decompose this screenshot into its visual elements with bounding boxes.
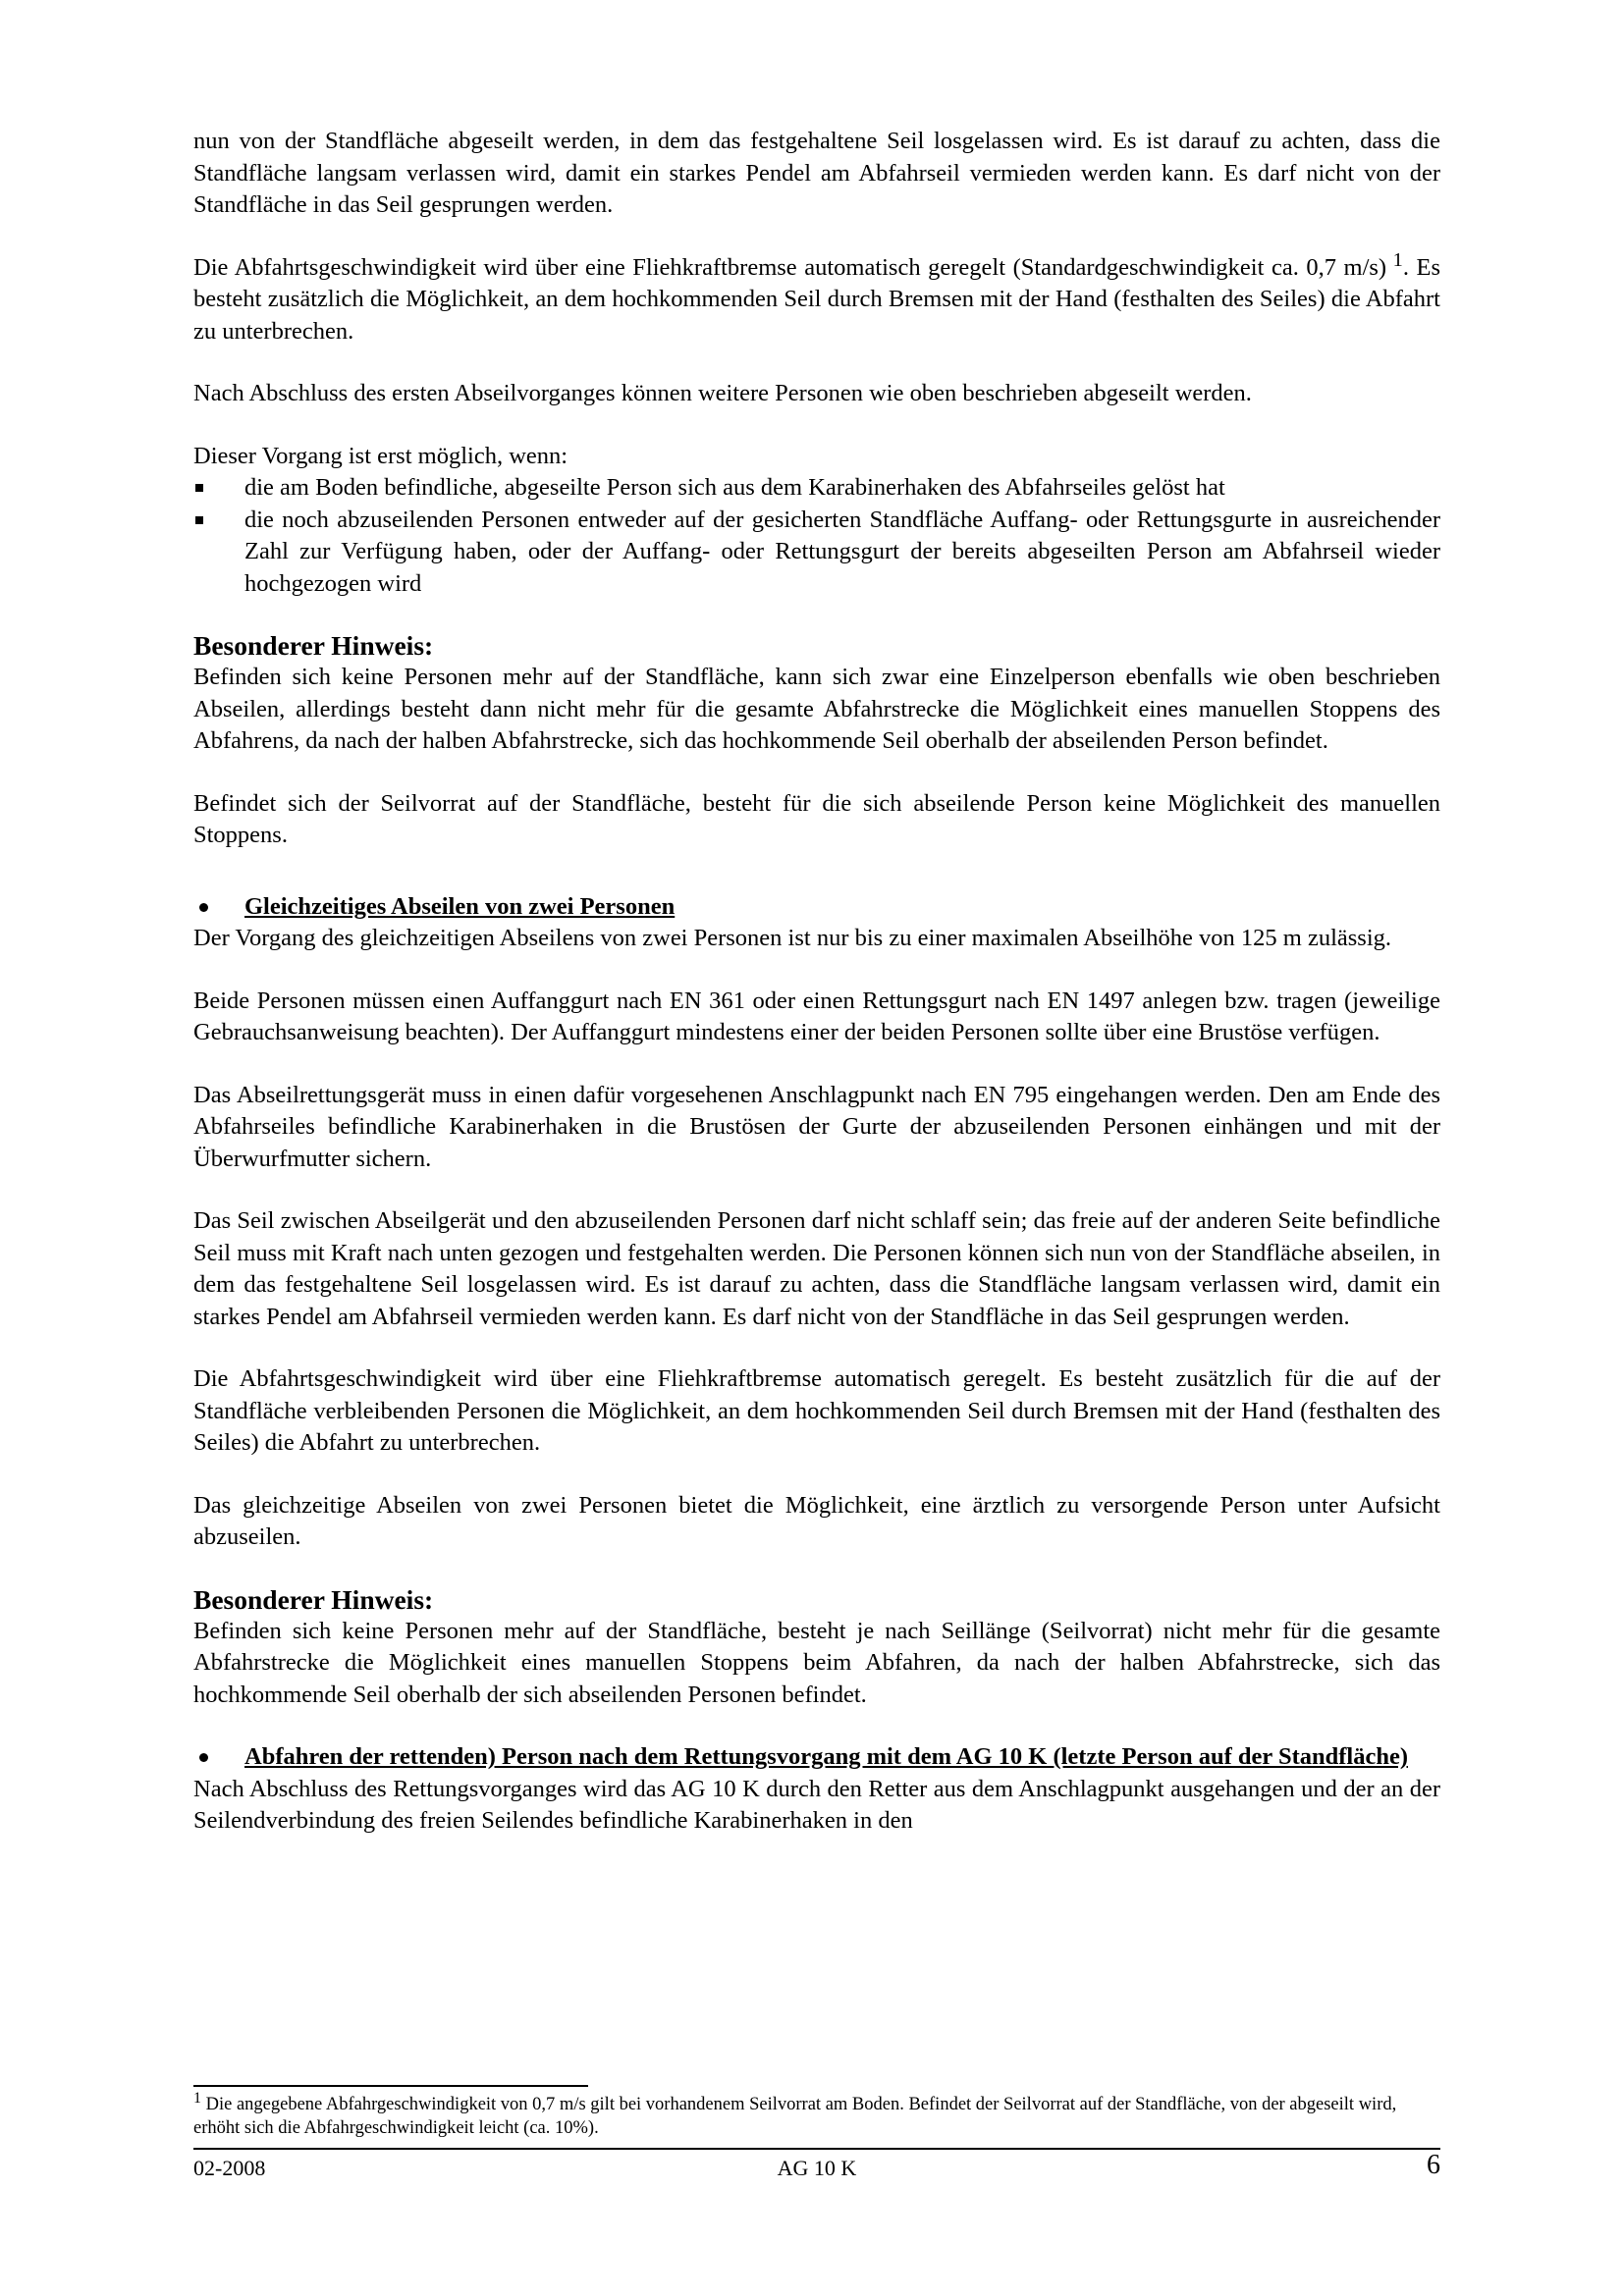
- paragraph-further-persons: Nach Abschluss des ersten Abseilvorganges können weitere Personen wie oben beschrieben abgeseilt werden.: [193, 380, 1252, 406]
- hint-heading-2: Besonderer Hinweis:: [193, 1583, 434, 1615]
- paragraph-speed-text-a: Die Abfahrtsgeschwindigkeit wird über eine Fliehkraftbremse automatisch geregelt (Standardgeschwindigkeit ca. 0,7 m/s): [193, 253, 1387, 281]
- section-heading-last-person: Abfahren der rettenden) Person nach dem Rettungsvorgang mit dem AG 10 K (letzte Person auf der Standfläche): [193, 1741, 1440, 1774]
- hint-text-1: Befinden sich keine Personen mehr auf der Standfläche, kann sich zwar eine Einzelperson ebenfalls wie oben beschrieben Abseilen, allerdings besteht dann nicht mehr für die gesamte Abfahrstrecke die Möglichkeit eines manuellen Stoppens des Abfahrens, da nach der halben Abfahrstrecke, sich das hochkommende Seil oberhalb der abseilenden Person befindet.: [193, 664, 1440, 754]
- list-item: die noch abzuseilenden Personen entweder auf der gesicherten Standfläche Auffang- oder Rettungsgurte in ausreichender Zahl zur Verfügung haben, oder der Auffang- oder Rettungsgurt der bereits abgeseilten Person am Abfahrseil wieder hochgezogen wird: [193, 505, 1440, 601]
- hint-text-2: Befinden sich keine Personen mehr auf der Standfläche, besteht je nach Seillänge (Seilvorrat) nicht mehr für die gesamte Abfahrstrecke die Möglichkeit eines manuellen Stoppens beim Abfahren, da nach der halben Abfahrstrecke, sich das hochkommende Seil oberhalb der sich abseilenden Personen befindet.: [193, 1617, 1440, 1708]
- paragraph-last-person: Nach Abschluss des Rettungsvorganges wird das AG 10 K durch den Retter aus dem Anschlagpunkt ausgehangen und der an der Seilendverbindung des freien Seilendes befindliche Karabinerhaken in den: [193, 1775, 1440, 1834]
- footer-page-number: 6: [1427, 2150, 1440, 2180]
- footnote-reference: 1: [1386, 248, 1403, 271]
- page-footer: [193, 2150, 1440, 2189]
- footer-divider: [193, 2148, 1440, 2150]
- paragraph-speed: [193, 248, 1440, 348]
- paragraph-condition-intro: Dieser Vorgang ist erst möglich, wenn:: [193, 442, 568, 469]
- paragraph-max-height: Der Vorgang des gleichzeitigen Abseilens von zwei Personen ist nur bis zu einer maximalen Abseilhöhe von 125 m zulässig.: [193, 925, 1391, 951]
- paragraph-rope-supply: Befindet sich der Seilvorrat auf der Standfläche, besteht für die sich abseilende Person keine Möglichkeit des manuellen Stoppens.: [193, 789, 1440, 848]
- paragraph-rope-tension: Das Seil zwischen Abseilgerät und den abzuseilenden Personen darf nicht schlaff sein; das freie auf der anderen Seite befindliche Seil muss mit Kraft nach unten gezogen und festgehalten werden. Die Personen können sich nun von der Standfläche abseilen, in dem das festgehaltene Seil losgelassen wird. Es ist darauf zu achten, dass die Standfläche langsam verlassen wird, damit ein starkes Pendel am Abfahrseil vermieden werden kann. Es darf nicht von der Standfläche in das Seil gesprungen werden.: [193, 1207, 1440, 1330]
- paragraph-speed-text-b: . Es besteht zusätzlich die Möglichkeit, an dem hochkommenden Seil durch Bremsen mit der Hand (festhalten des Seiles) die Abfahrt zu unterbrechen.: [193, 253, 1440, 345]
- paragraph-anchor: Das Abseilrettungsgerät muss in einen dafür vorgesehenen Anschlagpunkt nach EN 795 eingehangen werden. Den am Ende des Abfahrseiles befindliche Karabinerhaken in die Brustösen der Gurte der abzuseilenden Personen einhängen und mit der Überwurfmutter sichern.: [193, 1081, 1440, 1172]
- footnote-text: Die angegebene Abfahrgeschwindigkeit von 0,7 m/s gilt bei vorhandenem Seilvorrat am Boden. Befindet der Seilvorrat auf der Standfläche, von der abgeseilt wird, erhöht sich die Abfahrgeschwindigkeit leicht (ca. 10%).: [193, 2095, 1397, 2138]
- list-item: die am Boden befindliche, abgeseilte Person sich aus dem Karabinerhaken des Abfahrseiles gelöst hat: [193, 472, 1440, 505]
- footnote: [193, 2089, 1440, 2140]
- paragraph-brake: Die Abfahrtsgeschwindigkeit wird über eine Fliehkraftbremse automatisch geregelt. Es besteht zusätzlich für die auf der Standfläche verbleibenden Personen die Möglichkeit, an dem hochkommenden Seil durch Bremsen mit der Hand (festhalten des Seiles) die Abfahrt zu unterbrechen.: [193, 1365, 1440, 1456]
- section-heading-two-persons: Gleichzeitiges Abseilen von zwei Personen: [193, 891, 1440, 924]
- footnote-marker: 1: [193, 2089, 201, 2107]
- footnote-divider: [193, 2085, 588, 2087]
- paragraph-harness: Beide Personen müssen einen Auffanggurt nach EN 361 oder einen Rettungsgurt nach EN 1497 anlegen bzw. tragen (jeweilige Gebrauchsanweisung beachten). Der Auffanggurt mindestens einer der beiden Personen sollte über eine Brustöse verfügen.: [193, 987, 1440, 1045]
- condition-list: [193, 472, 1440, 600]
- footer-product: AG 10 K: [777, 2156, 857, 2180]
- paragraph-medical: Das gleichzeitige Abseilen von zwei Personen bietet die Möglichkeit, eine ärztlich zu versorgende Person unter Aufsicht abzuseilen.: [193, 1491, 1440, 1550]
- footer-date: 02-2008: [193, 2156, 266, 2180]
- paragraph-intro: nun von der Standfläche abgeseilt werden, in dem das festgehaltene Seil losgelassen wird. Es ist darauf zu achten, dass die Standfläche langsam verlassen wird, damit ein starkes Pendel am Abfahrseil vermieden werden kann. Es darf nicht von der Standfläche in das Seil gesprungen werden.: [193, 128, 1440, 218]
- hint-heading-1: Besonderer Hinweis:: [193, 630, 434, 661]
- page-body: [193, 126, 1440, 1838]
